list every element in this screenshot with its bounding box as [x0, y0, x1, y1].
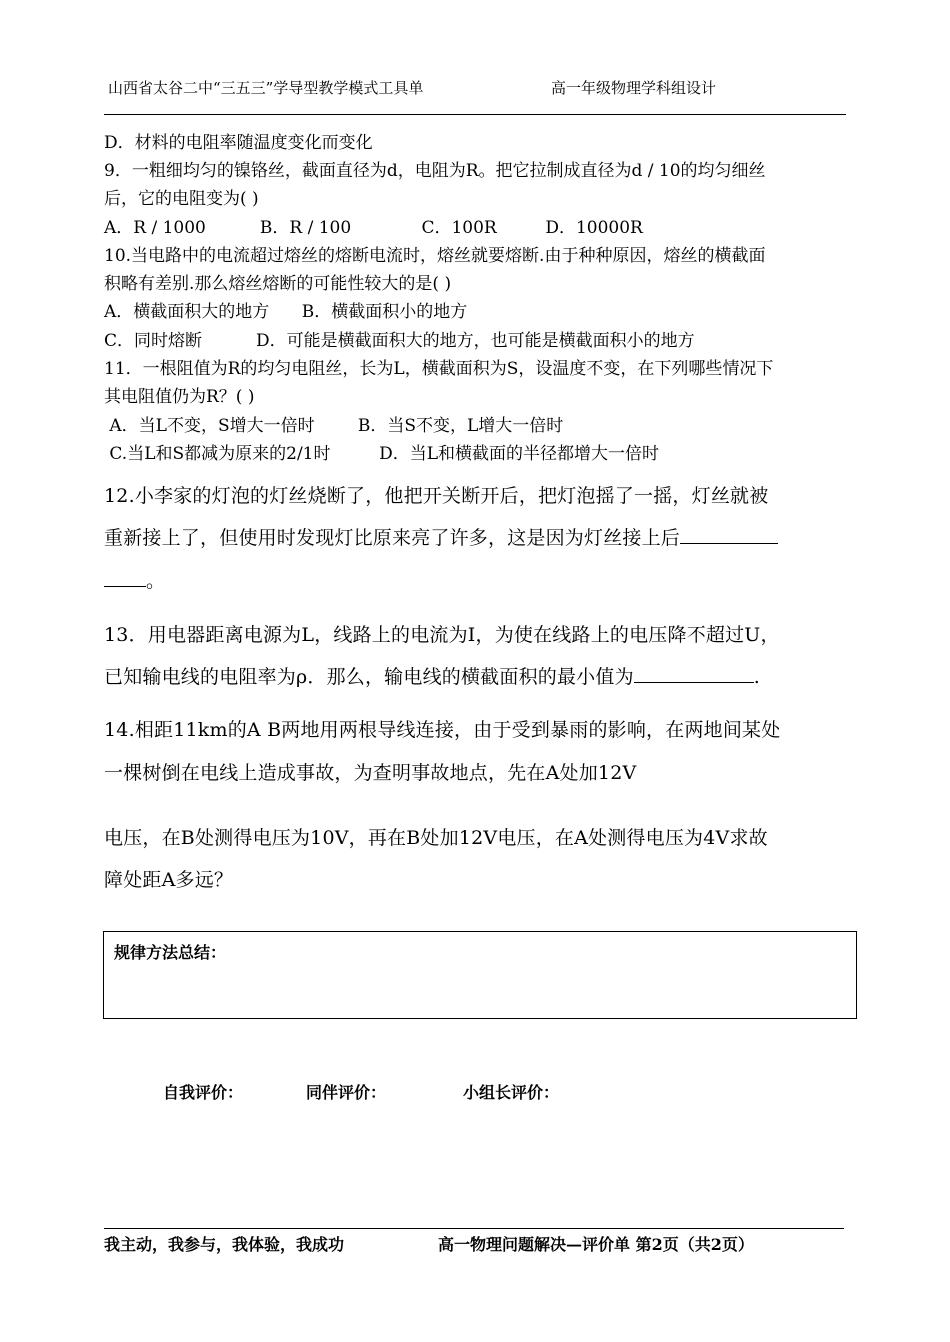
summary-box-label: 规律方法总结： — [114, 943, 227, 962]
q11-line1: 11．一根阻值为R的均匀电阻丝，长为L，横截面积为S，设温度不变，在下列哪些情况下 — [104, 359, 774, 379]
header-divider — [104, 114, 846, 115]
q12-line3-end: 。 — [146, 570, 166, 592]
q10-line1: 10.当电路中的电流超过熔丝的熔断电流时，熔丝就要熔断.由于种种原因，熔丝的横截面 — [104, 246, 766, 266]
self-evaluation-label: 自我评价： — [163, 1083, 244, 1102]
q12-line3 — [104, 566, 165, 593]
q10-options-cd: C．同时熔断 D．可能是横截面积大的地方，也可能是横截面积小的地方 — [104, 331, 695, 351]
q13-line2 — [104, 662, 760, 689]
q13-answer-blank — [634, 681, 754, 683]
q14-line2: 一棵树倒在电线上造成事故，为查明事故地点，先在A处加12V — [104, 762, 637, 784]
q13-line2-end: . — [753, 666, 761, 688]
q11-line2: 其电阻值仍为R？( ) — [104, 387, 255, 407]
q10-line2: 积略有差别.那么熔丝熔断的可能性较大的是( ) — [104, 274, 452, 294]
q11-options-cd: C.当L和S都减为原来的2/1时 D．当L和横截面的半径都增大一倍时 — [104, 444, 660, 464]
q11-options-ab: A．当L不变，S增大一倍时 B．当S不变，L增大一倍时 — [104, 416, 564, 436]
peer-evaluation-label: 同伴评价： — [306, 1083, 387, 1102]
q12-answer-blank-1 — [680, 542, 778, 544]
q12-line2 — [104, 523, 778, 550]
q10-options-ab: A．横截面积大的地方 B．横截面积小的地方 — [104, 302, 468, 322]
q9-options: A．R / 1000 B．R / 100 C．100R D．10000R — [104, 218, 643, 238]
q13-line2-text: 已知输电线的电阻率为ρ．那么，输电线的横截面积的最小值为 — [104, 666, 634, 688]
q8-option-d: D．材料的电阻率随温度变化而变化 — [104, 133, 373, 153]
q9-line2: 后，它的电阻变为( ) — [104, 189, 259, 209]
q12-answer-blank-2 — [104, 585, 146, 587]
summary-box — [103, 931, 857, 1019]
q14-line4: 障处距A多远？ — [104, 869, 234, 891]
header-group-title: 高一年级物理学科组设计 — [551, 79, 717, 97]
q13-line1: 13．用电器距离电源为L，线路上的电流为I，为使在线路上的电压降不超过U， — [104, 624, 780, 646]
footer-page-info: 高一物理问题解决—评价单 第2页（共2页） — [438, 1235, 754, 1254]
q9-line1: 9．一粗细均匀的镍铬丝，截面直径为d，电阻为R。把它拉制成直径为d / 10的均匀细丝 — [104, 161, 766, 181]
q14-line3: 电压，在B处测得电压为10V，再在B处加12V电压，在A处测得电压为4V求故 — [104, 827, 768, 849]
group-leader-evaluation-label: 小组长评价： — [463, 1083, 560, 1102]
footer-divider — [104, 1228, 844, 1229]
header-school-title: 山西省太谷二中“三五三”学导型教学模式工具单 — [108, 79, 424, 97]
q14-line1: 14.相距11km的A B两地用两根导线连接，由于受到暴雨的影响，在两地间某处 — [104, 719, 781, 741]
footer-motto: 我主动，我参与，我体验，我成功 — [104, 1235, 345, 1254]
q12-line1: 12.小李家的灯泡的灯丝烧断了，他把开关断开后，把灯泡摇了一摇，灯丝就被 — [104, 485, 769, 507]
q12-line2-text: 重新接上了，但使用时发现灯比原来亮了许多，这是因为灯丝接上后 — [104, 527, 681, 549]
